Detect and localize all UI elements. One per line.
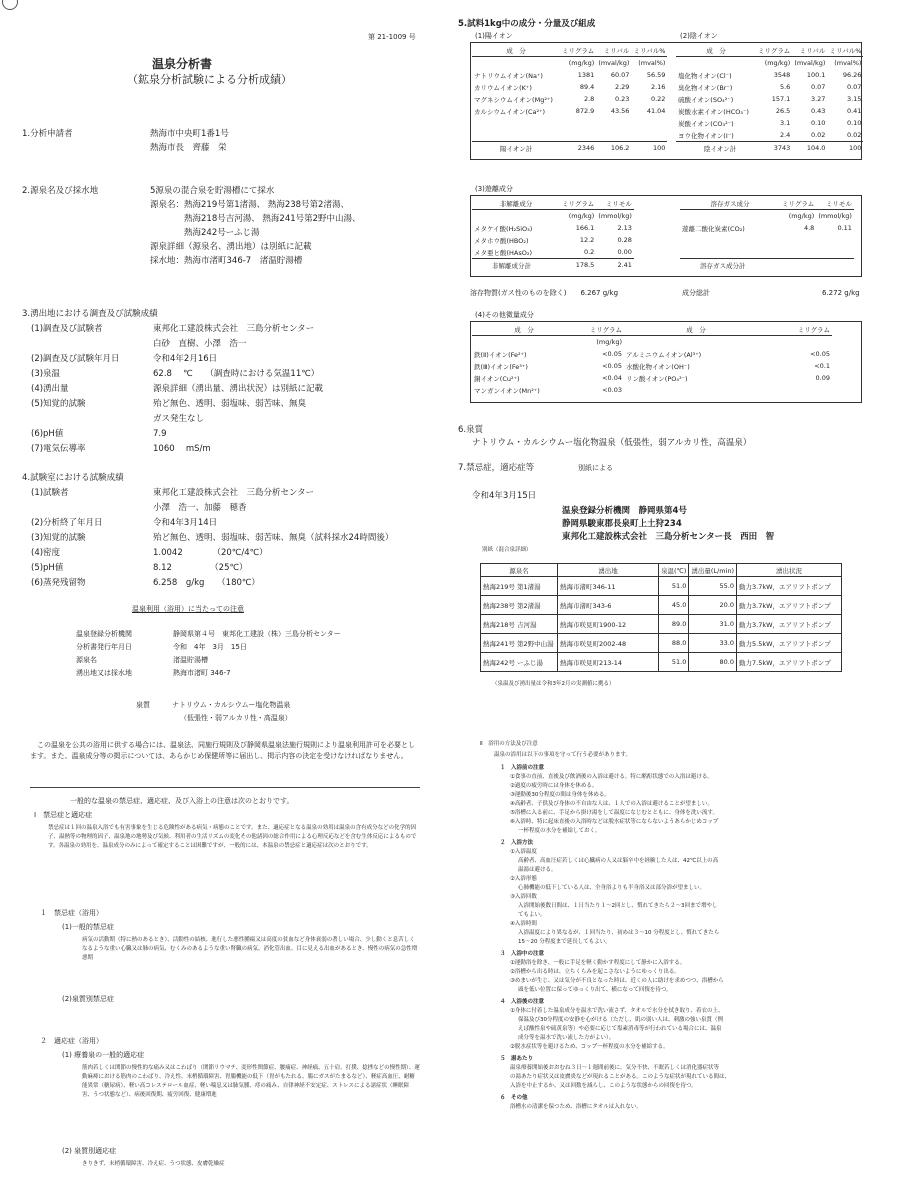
tekio-1-paragraph: 筋肉若しくは関節の慢性的な痛み又はこわばり（関節リウマチ、変形性関節症、腰痛症、神経痛、五十肩、打撲、捻挫などの慢性期）、運動麻痺における筋肉のこわばり、冷え性、末梢循環障害、胃腸機能の低下（胃がもたれる、腸にガスがたまるなど）、軽症高血圧、耐糖能異常（糖尿病）、軽い高コレステロール血症、軽い喘息又は肺気腫、痔の痛み、自律神経不安定症、ストレスによる諸症状（睡眠障害、うつ状態など）、病後回復期、疲労回復、健康増進 bbox=[82, 1065, 420, 1098]
source-line: 採水地：熱海市渚町346-7 渚温貯湯槽 bbox=[150, 256, 303, 266]
table-row: 炭酸イオン(CO₃²⁻) 3.1 0.10 0.10 bbox=[678, 119, 862, 128]
kinki-1-heading: (1)一般的禁忌症 bbox=[62, 923, 114, 931]
annex-table: 源泉名 湧出地 泉温(℃) 湧出量(L/min) 湧出状況 熱海219号 第1渚湯 熱海市渚町346-11 51.0 55.0 動力3.7kW，エアリフトポンプ 熱海238号 第2渚湯 熱海市渚町343-6 45.0 20.0 動力3.7kW，エアリフトポンプ 熱海218号 吉河湯 熱海市咲見町1900-12 89.0 31.0 動力3.7kW，エアリフトポンプ 熱海241号 第2野中山湯 熱海市咲見町2002-48 88.0 33.0 動力5.5kW，エアリフトポンプ 熱海242号 ーふじ湯 熱海市咲見町213-14 51.0 80.0 動力7.5kW，エアリフトポンプ bbox=[480, 563, 842, 672]
kinki-2-heading: (2)泉質別禁忌症 bbox=[62, 995, 114, 1003]
section-7-value: 別紙による bbox=[578, 464, 613, 472]
signer-line: 静岡県駿東郡長泉町上土狩234 bbox=[562, 519, 682, 529]
table-row: 熱海238号 第2渚湯 熱海市渚町343-6 45.0 20.0 動力3.7kW，エアリフトポンプ bbox=[481, 596, 842, 615]
section-5-label: 5.試料1kg中の成分・分量及び組成 bbox=[458, 19, 596, 29]
quality-sub: （低張性・弱アルカリ性・高温泉） bbox=[180, 714, 292, 722]
notice-title: 温泉利用（浴用）に当たっての注意 bbox=[132, 605, 244, 613]
c1-heading: Ⅰ 禁忌症と適応症 bbox=[34, 811, 93, 819]
table-row: 鉄(Ⅲ)イオン(Fe³⁺) <0.05 水酸化物イオン(OH⁻) <0.1 bbox=[474, 362, 830, 371]
source-line: 熱海242号ーふじ湯 bbox=[150, 228, 260, 238]
tekio-2-heading: (2) 泉質別適応症 bbox=[62, 1147, 117, 1155]
source-line: 5源泉の混合泉を貯湯槽にて採水 bbox=[150, 186, 275, 196]
page-subtitle: （鉱泉分析試験による分析成績） bbox=[127, 73, 292, 86]
c1-paragraph: 禁忌症は１回の温泉入浴でも有害事象を生じる危険性がある病気・病態のことです。また、適応症となる温泉の効用は温泉の含有成分などの化学的因子、温熱等の物理的因子、温泉地の地勢及び気候、利用者の生活リズムの変化その他諸因の総合作用による心理反応などを含む生体反応によるものです。各温泉の効用を、温泉成分のみによって確定することは困難ですが、一般的には、本温泉の禁忌症と適応症は次のとおりです。 bbox=[48, 825, 417, 849]
dissolved-matter: 溶存物質(ガス性のものを除く) 6.267 g/kg bbox=[470, 289, 619, 297]
table-row: ヨウ化物イオン(I⁻) 2.4 0.02 0.02 bbox=[678, 131, 862, 140]
table-row: 銅イオン(Cu²⁺) <0.04 リン酸イオン(PO₄³⁻) 0.09 bbox=[474, 374, 830, 383]
section-1-label: 1.分析申請者 bbox=[22, 129, 73, 139]
section-2-label: 2.源泉名及び採水地 bbox=[22, 186, 99, 196]
total-label: 成分総計 bbox=[682, 289, 710, 297]
table-row: 炭酸水素イオン(HCO₃⁻) 26.5 0.43 0.41 bbox=[678, 107, 862, 116]
table-row: メタケイ酸(H₂SiO₃) 166.1 2.13 bbox=[474, 224, 632, 233]
annex-note: （泉温及び湧出量は令和3年2月の実測値に拠る） bbox=[492, 681, 615, 687]
table-row: マンガンイオン(Mn²⁺) <0.03 bbox=[474, 386, 622, 395]
source-line: 源泉名：熱海219号第1渚湯、 熱海238号第2渚湯、 bbox=[150, 200, 349, 210]
lab-test-table: (1)試験者 東邦化工建設株式会社 三島分析センター 小澤 浩一、加藤 穂香 (2)分析終了年月日 令和4年3月14日 (3)知覚的試験 殆ど無色、透明、弱塩味、弱苦味、無臭（試料採水24時間後） (4)密度 1.0042 （20℃/4℃） (5)pH値 8.12 （25℃） (6)蒸発残留物 6.258 g/kg （180℃） bbox=[31, 488, 394, 588]
usage-intro: 温泉の浴用は以下の事項を守って行う必要があります。 bbox=[494, 752, 632, 758]
nonion-table: 非解離成分 ミリグラム ミリモル (mg/kg) (mmol/kg) メタケイ酸(H₂SiO₃) 166.1 2.13 メタホウ酸(HBO₂) 12.2 0.28 メタ亜ヒ酸(HAsO₂) 0.2 0.00 非解離成分計 178.5 2.41 bbox=[472, 197, 634, 271]
table-row: マグネシウムイオン(Mg²⁺) 2.8 0.23 0.22 bbox=[474, 95, 666, 104]
tekio-2-paragraph: きりきず、末梢循環障害、冷え症、うつ状態、皮膚乾燥症 bbox=[82, 1161, 225, 1167]
divider bbox=[30, 787, 420, 788]
table-row: 硫酸イオン(SO₄²⁻) 157.1 3.27 3.15 bbox=[678, 95, 862, 104]
table-row: 熱海242号 ーふじ湯 熱海市咲見町213-14 51.0 80.0 動力7.5kW，エアリフトポンプ bbox=[481, 653, 842, 672]
tekio-heading: ２ 適応症（浴用） bbox=[40, 1037, 103, 1045]
anion-title: (2)陰イオン bbox=[680, 32, 718, 40]
usage-list: １ 入浴前の注意 ①食事の直前、直後及び飲酒後の入浴は避ける。特に酩酊状態での入浴は避ける。 ②過度の疲労時には身体を休める。 ③運動後30分程度の間は身体を休める。 ④高齢者、子供及び身体の不自由な人は、１人での入浴は避けることが望ましい。 ⑤浴槽に入る前に、手足から掛け湯をして温度になじむとともに、身体を洗い流す。 ⑥入浴時、特に起床直後の入浴時などは脱水症状等にならないようあらかじめコップ 一杯程度の水分を補給しておく。 ２ 入浴方法 ①入浴温度 高齢者、高血圧症若しくは心臓病の人又は脳卒中を経験した人は、42℃以上の高 温湯は避ける。 ②入浴形態 心肺機能の低下している人は、全身浴よりも半身浴又は部分浴が望ましい。 ③入浴回数 入浴開始後数日間は、１日当たり１〜2回とし、慣れてきたら２〜3回まで増やし てもよい。 ④入浴時間 入浴温度により異なるが、１回当たり、初めは３〜10 分程度とし、慣れてきたら 15〜20 分程度まで延長してもよい。 ３ 入浴中の注意 ①運動浴を除き、一般に手足を軽く動かす程度にして静かに入浴する。 ②浴槽から出る時は、立ちくらみを起こさないようにゆっくり出る。 ③めまいが生じ、又は気分が不良となった時は、近くの人に助けを求めつつ、浴槽から 頭を低い位置に保ってゆっくり出て、横になって回復を待つ。 ４ 入浴後の注意 ①身体に付着した温泉成分を温水で洗い流さず、タオルで水分を拭き取り、着衣の上、 保温及び30分程度の安静を心がける（ただし、肌の弱い人は、刺激の強い泉質（例 えば酸性泉や硫黄泉等）や必要に応じて塩素消毒等が行われている場合には、温泉 成分等を温水で洗い流した方がよい）。 ②脱水症状等を避けるため、コップ一杯程度の水分を補給する。 ５ 湯あたり 温泉療養開始後おおむね３日〜１週間前後に、気分不快、不眠若しくは消化器症状等 の湯あたり症状又は皮膚炎などが現れることがある。このような症状が現れている間は、 入浴を中止するか、又は回数を減らし、このような状態からの回復を待つ。 ６ その他 浴槽水の清潔を保つため、浴槽にタオルは入れない。 bbox=[500, 765, 731, 1110]
notice-paragraph: この温泉を公共の浴用に供する場合には、温泉法、同施行規則及び静岡県温泉法施行規則により温泉利用許可を必要とします。また、温泉成分等の掲示については、あらかじめ保健所等に届出し、掲示内容の決定を受けなければなりません。 bbox=[30, 741, 415, 760]
cation-table: 成 分 ミリグラム ミリバル ミリバル% (mg/kg) (mval/kg) (mval%) ナトリウムイオン(Na⁺) 1381 60.07 56.59 カリウムイオン(K⁺) 89.4 2.29 2.16 マグネシウムイオン(Mg²⁺) 2.8 0.23 0.22 カルシウムイオン(Ca²⁺) 872.9 43.56 41.04 陽イオン計 2346 106.2 100 bbox=[472, 44, 667, 154]
tekio-1-heading: (1) 療養泉の一般的適応症 bbox=[62, 1051, 145, 1059]
table-row: 遊離二酸化炭素(CO₂) 4.8 0.11 bbox=[682, 224, 852, 233]
table-row: メタ亜ヒ酸(HAsO₂) 0.2 0.00 bbox=[474, 248, 632, 257]
total-row: 非解離成分計 178.5 2.41 bbox=[472, 259, 634, 272]
table-row: 塩化物イオン(Cl⁻) 3548 100.1 96.26 bbox=[678, 71, 862, 80]
signer-line: 温泉登録分析機関 静岡県第4号 bbox=[562, 506, 687, 516]
kinki-heading: １ 禁忌症（浴用） bbox=[40, 909, 103, 917]
section-4-label: 4.試験室における試験成績 bbox=[22, 473, 124, 483]
issue-date: 令和4年3月15日 bbox=[472, 491, 537, 501]
cation-title: (1)陽イオン bbox=[475, 32, 513, 40]
signer-line: 東邦化工建設株式会社 三島分析センター長 西田 智 bbox=[562, 532, 775, 542]
table-row: 鉄(Ⅱ)イオン(Fe²⁺) <0.05 アルミニウムイオン(Al³⁺) <0.05 bbox=[474, 350, 830, 359]
spring-quality: ナトリウム・カルシウムー塩化物温泉（低張性，弱アルカリ性，高温泉） bbox=[472, 438, 752, 448]
gas-table: 溶存ガス成分 ミリグラム ミリモル (mg/kg) (mmol/kg) 遊離二酸化炭素(CO₂) 4.8 0.11 溶存ガス成分計 bbox=[680, 197, 854, 271]
other-title: (4)その他微量成分 bbox=[475, 311, 534, 319]
table-row: 熱海219号 第1渚湯 熱海市渚町346-11 51.0 55.0 動力3.7kW，エアリフトポンプ bbox=[481, 577, 842, 596]
total-row: 陽イオン計 2346 106.2 100 bbox=[472, 142, 667, 155]
usage-title: Ⅱ 浴用の方法及び注意 bbox=[480, 741, 538, 747]
spring-survey-table: (1)調査及び試験者 東邦化工建設株式会社 三島分析センター 白砂 直樹、小澤 浩一 (2)調査及び試験年月日 令和4年2月16日 (3)泉温 62.8 ℃ （調査時における気温11℃） (4)湧出量 源泉詳細（湧出量、湧出状況）は別紙に記載 (5)知覚的試験 殆ど無色、透明、弱塩味、弱苦味、無臭 ガス発生なし (6)pH値 7.9 (7)電気伝導率 1060 mS/m bbox=[31, 324, 324, 454]
table-row: 臭化物イオン(Br⁻) 5.6 0.07 0.07 bbox=[678, 83, 862, 92]
doc-number: 第 21-1009 号 bbox=[368, 33, 416, 41]
table-row: カルシウムイオン(Ca²⁺) 872.9 43.56 41.04 bbox=[474, 107, 666, 116]
notice-info-table: 温泉登録分析機関 静岡県第４号 東邦化工建設（株）三島分析センター 分析書発行年月日 令和 4年 3月 15日 源泉名 渚温貯湯槽 湧出地又は採水地 熱海市渚町 346-7 bbox=[76, 630, 341, 677]
anion-table: 成 分 ミリグラム ミリバル ミリバル% (mg/kg) (mval/kg) (mval%) 塩化物イオン(Cl⁻) 3548 100.1 96.26 臭化物イオン(Br⁻) 5.6 0.07 0.07 硫酸イオン(SO₄²⁻) 157.1 3.27 3.15 炭酸水素イオン(HCO₃⁻) 26.5 0.43 0.41 炭酸イオン(CO₃²⁻) 3.1 0.10 0.10 ヨウ化物イオン(I⁻) 2.4 0.02 0.02 陰イオン計 3743 104.0 100 bbox=[676, 44, 863, 154]
applicant-line: 熱海市長 齊藤 栄 bbox=[150, 143, 227, 153]
trace-table: 成 分 ミリグラム 成 分 ミリグラム (mg/kg) 鉄(Ⅱ)イオン(Fe²⁺) <0.05 アルミニウムイオン(Al³⁺) <0.05 鉄(Ⅲ)イオン(Fe³⁺) <0.05 水酸化物イオン(OH⁻) <0.1 銅イオン(Cu²⁺) <0.04 リン酸イオン(PO₄³⁻) 0.09 マンガンイオン(Mn²⁺) <0.03 bbox=[472, 323, 832, 396]
general-note: 一般的な温泉の禁忌症、適応症、及び入浴上の注意は次のとおりです。 bbox=[70, 797, 294, 805]
table-row: ナトリウムイオン(Na⁺) 1381 60.07 56.59 bbox=[474, 71, 666, 80]
section-6-label: 6.泉質 bbox=[458, 425, 484, 435]
table-row: カリウムイオン(K⁺) 89.4 2.29 2.16 bbox=[474, 83, 666, 92]
table-row: 熱海241号 第2野中山湯 熱海市咲見町2002-48 88.0 33.0 動力5.5kW，エアリフトポンプ bbox=[481, 634, 842, 653]
nonion-title: (3)遊離成分 bbox=[475, 185, 513, 193]
source-line: 源泉詳細（源泉名、湧出地）は別紙に記載 bbox=[150, 242, 312, 252]
total-value: 6.272 g/kg bbox=[822, 289, 860, 297]
source-line: 熱海218号吉河湯、 熱海241号第2野中山湯、 bbox=[150, 214, 361, 224]
table-row: 熱海218号 吉河湯 熱海市咲見町1900-12 89.0 31.0 動力3.7kW，エアリフトポンプ bbox=[481, 615, 842, 634]
stamp-icon bbox=[2, 0, 18, 10]
total-row: 溶存ガス成分計 bbox=[680, 259, 854, 272]
quality-value: ナトリウム・カルシウムー塩化物温泉 bbox=[172, 701, 291, 709]
table-row: メタホウ酸(HBO₂) 12.2 0.28 bbox=[474, 236, 632, 245]
applicant-line: 熱海市中央町1番1号 bbox=[150, 129, 229, 139]
section-3-label: 3.湧出地における調査及び試験成績 bbox=[22, 309, 158, 319]
annex-label: 別紙（混合泉詳細） bbox=[482, 547, 532, 553]
page-title: 温泉分析書 bbox=[152, 57, 213, 71]
quality-label: 泉質 bbox=[136, 701, 150, 709]
kinki-1-paragraph: 病気の活動期（特に熱のあるとき）、活動性の結核、進行した悪性腫瘍又は高度の貧血など身体衰弱の著しい場合、少し動くと息苦しくなるような重い心臓又は肺の病気、むくみのあるような重い腎臓の病気、消化管出血、目に見える出血があるとき、慢性の病気の急性増悪期 bbox=[82, 937, 418, 961]
total-row: 陰イオン計 3743 104.0 100 bbox=[676, 142, 863, 155]
section-7-label: 7.禁忌症，適応症等 bbox=[458, 463, 535, 473]
